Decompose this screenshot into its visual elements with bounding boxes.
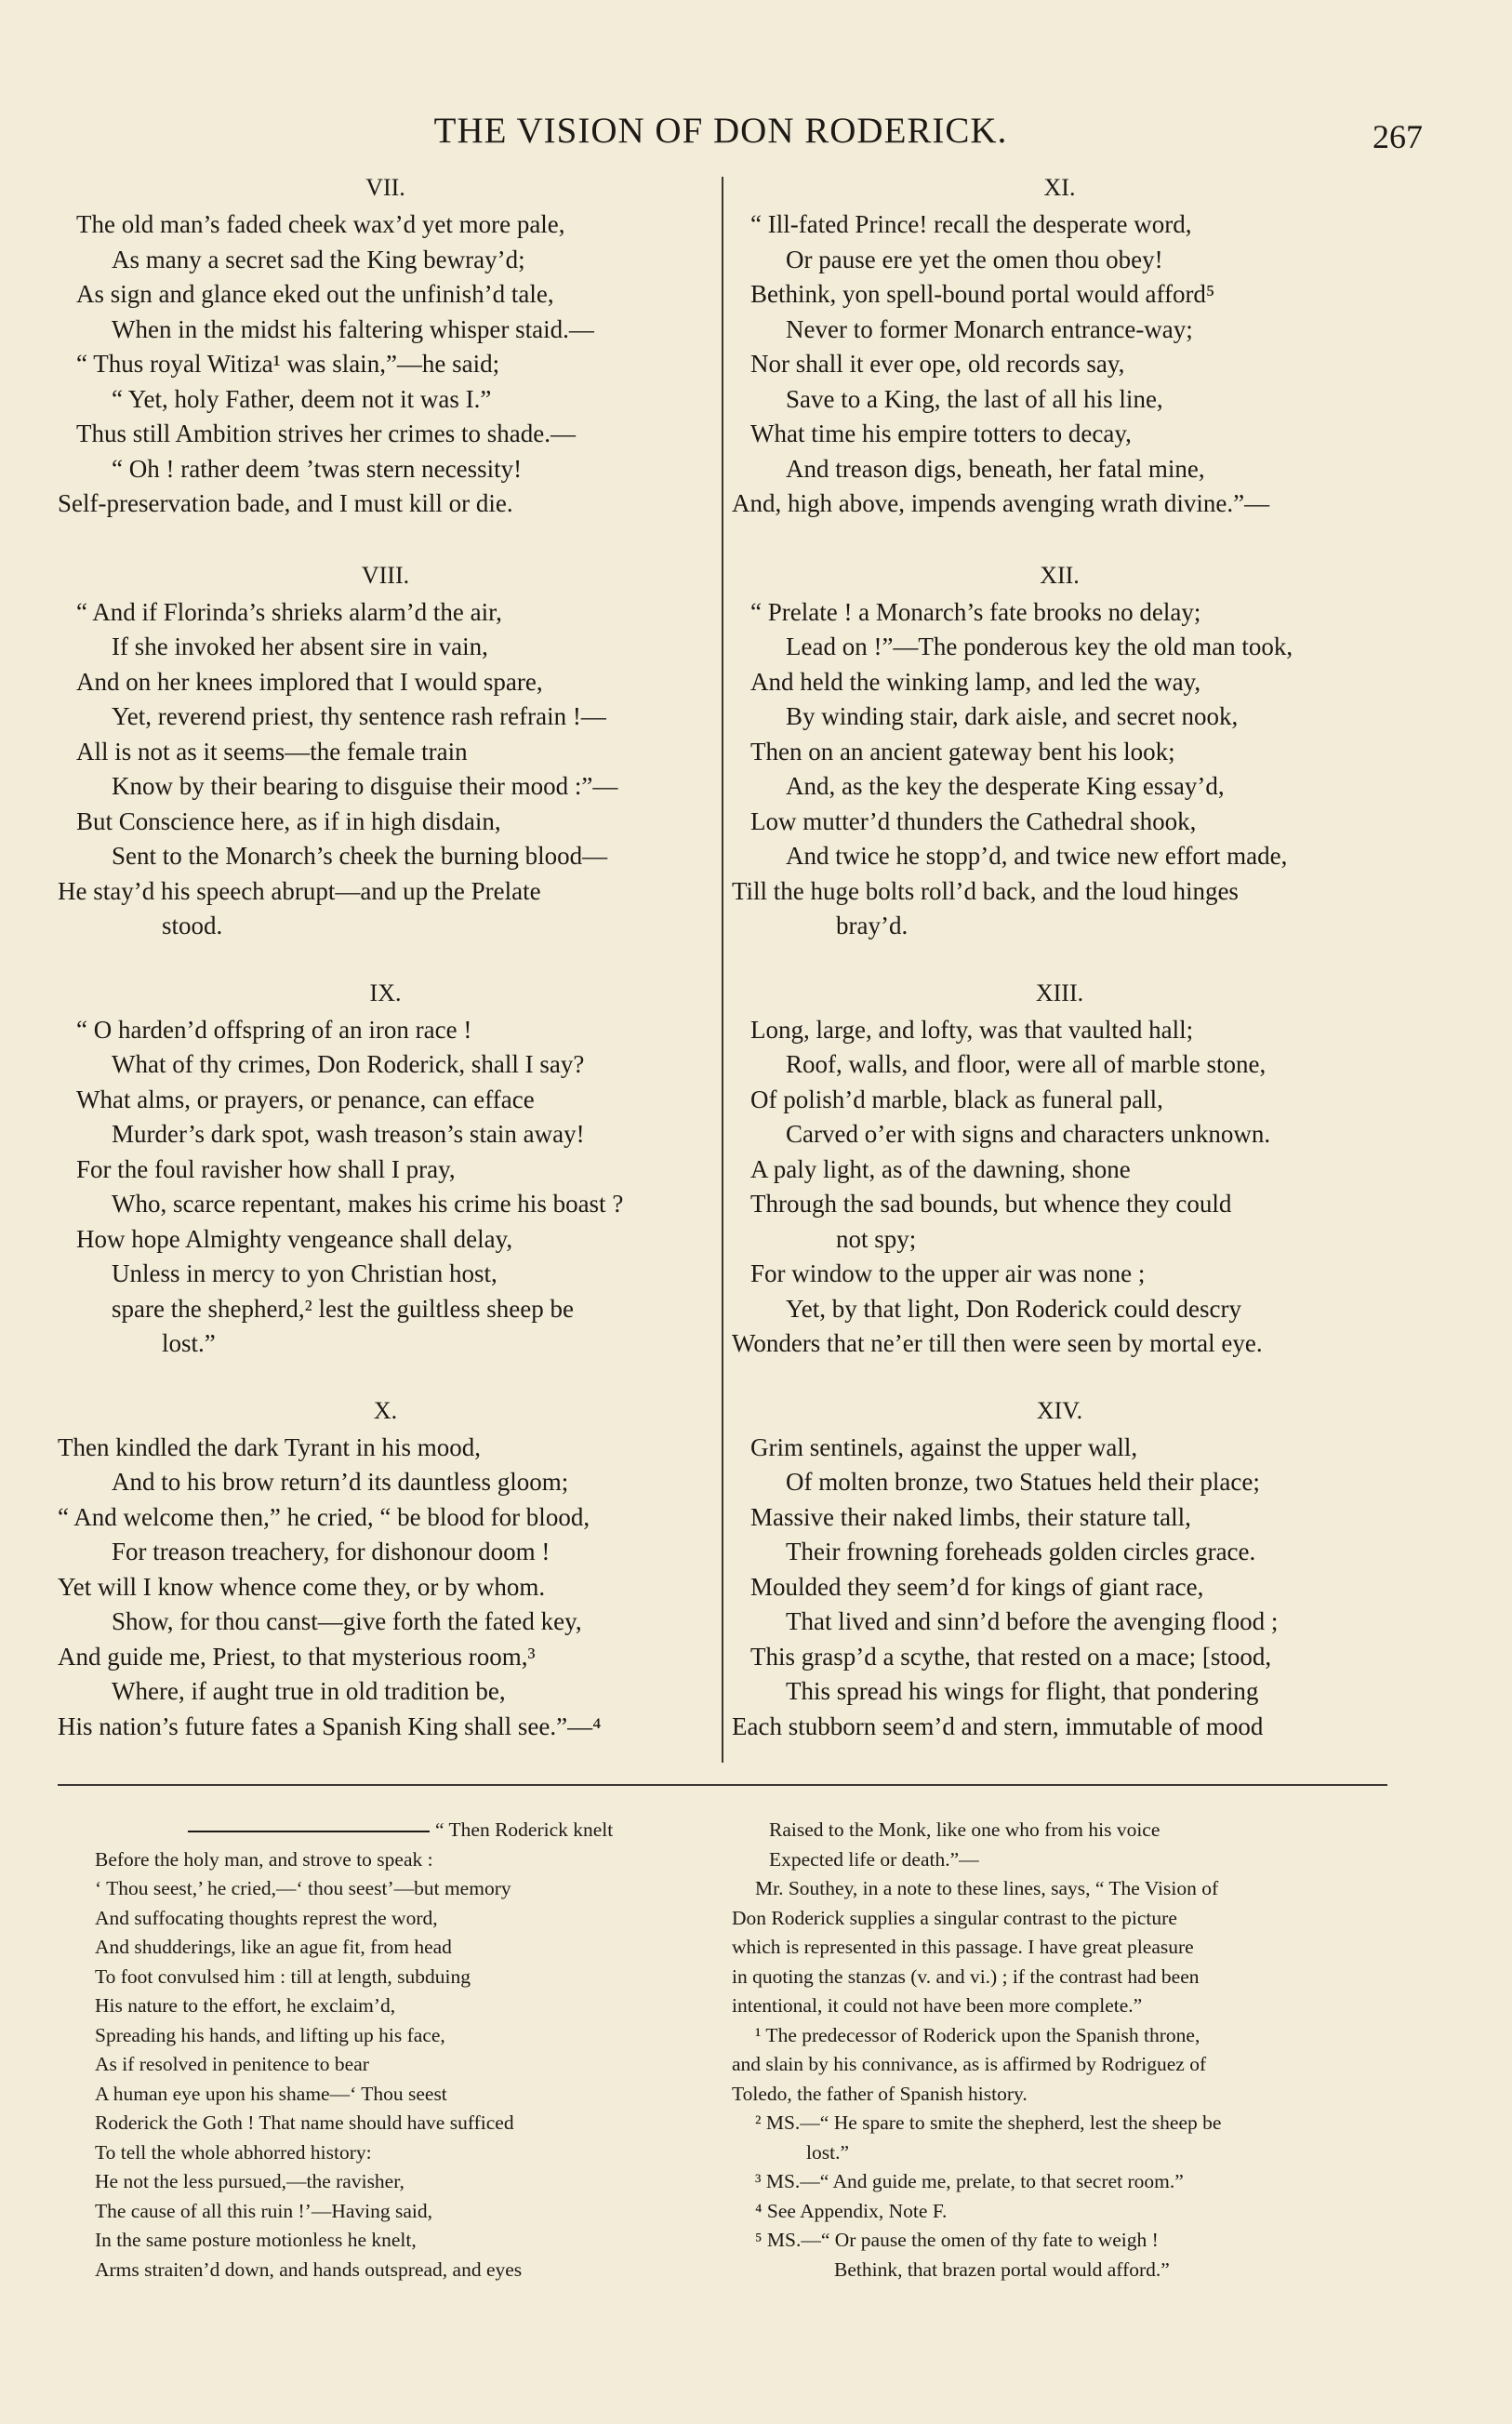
- verse-line: This grasp’d a scythe, that rested on a mace; [stood,: [750, 1642, 1272, 1671]
- footnote-line: He not the less pursued,—the ravisher,: [95, 2170, 405, 2192]
- stanza-xii: [732, 560, 1387, 944]
- column-divider: [722, 177, 723, 1763]
- verse-line: For window to the upper air was none ;: [750, 1259, 1146, 1287]
- verse-line: “ And if Florinda’s shrieks alarm’d the air,: [76, 597, 502, 626]
- verse-line: Carved o’er with signs and characters unknown.: [786, 1120, 1271, 1148]
- verse-line: And treason digs, beneath, her fatal mine,: [786, 454, 1205, 483]
- stanza-numeral: X.: [373, 1396, 398, 1424]
- stanza-numeral: XIII.: [1035, 979, 1084, 1006]
- verse-line: Self-preservation bade, and I must kill or die.: [58, 489, 513, 517]
- verse-line: And, as the key the desperate King essay’d,: [786, 772, 1225, 800]
- verse-line: What of thy crimes, Don Roderick, shall I say?: [112, 1050, 585, 1078]
- verse-line: He stay’d his speech abrupt—and up the Prelate: [58, 876, 541, 905]
- verse-line: Roof, walls, and floor, were all of marble stone,: [786, 1050, 1267, 1078]
- verse-line: How hope Almighty vengeance shall delay,: [76, 1224, 513, 1253]
- stanza-ix: [58, 978, 713, 1362]
- footnote-line: In the same posture motionless he knelt,: [95, 2229, 417, 2251]
- verse-line: His nation’s future fates a Spanish King shall see.”—⁴: [58, 1711, 602, 1740]
- stanza-viii: [58, 560, 713, 944]
- footnote-line: His nature to the effort, he exclaim’d,: [95, 1994, 396, 2017]
- footnote-divider: [58, 1784, 1387, 1786]
- footnote-line: Before the holy man, and strove to speak :: [95, 1847, 433, 1871]
- footnote-line: Toledo, the father of Spanish history.: [732, 2082, 1028, 2105]
- verse-line: not spy;: [836, 1224, 917, 1253]
- verse-line: By winding stair, dark aisle, and secret nook,: [786, 702, 1239, 730]
- verse-line: Thus still Ambition strives her crimes to shade.—: [76, 420, 576, 447]
- verse-line: Or pause ere yet the omen thou obey!: [786, 245, 1163, 273]
- verse-line: Till the huge bolts roll’d back, and the loud hinges: [732, 876, 1239, 905]
- verse-line: bray’d.: [836, 912, 909, 939]
- footnote-line: ⁴ See Appendix, Note F.: [755, 2199, 948, 2222]
- verse-line: Yet, by that light, Don Roderick could descry: [786, 1294, 1241, 1323]
- verse-line: Yet will I know whence come they, or by whom.: [58, 1572, 546, 1601]
- verse-line: lost.”: [162, 1329, 216, 1357]
- footnote-line: ‘ Thou seest,’ he cried,—‘ thou seest’—but memory: [95, 1877, 511, 1899]
- footnote-line: Bethink, that brazen portal would afford.”: [834, 2258, 1170, 2281]
- verse-line: Know by their bearing to disguise their mood :”—: [112, 772, 618, 800]
- verse-line: “ Thus royal Witiza¹ was slain,”—he said;: [76, 350, 500, 378]
- verse-line: Low mutter’d thunders the Cathedral shook,: [750, 806, 1197, 835]
- verse-line: When in the midst his faltering whisper staid.—: [112, 314, 594, 343]
- left-column: [58, 172, 713, 1790]
- verse-line: Each stubborn seem’d and stern, immutable of mood: [732, 1711, 1264, 1740]
- verse-line: And held the winking lamp, and led the way,: [750, 667, 1201, 696]
- footnote-line: [58, 1816, 713, 1845]
- footnote-line: ² MS.—“ He spare to smite the shepherd, lest the sheep be: [755, 2111, 1222, 2134]
- footnote-line: Spreading his hands, and lifting up his face,: [95, 2023, 445, 2046]
- stanza-numeral: IX.: [369, 979, 402, 1006]
- footnote-line: The cause of all this ruin !’—Having said,: [95, 2199, 433, 2222]
- stanza-vii: [58, 172, 713, 522]
- verse-line: “ Ill-fated Prince! recall the desperate word,: [750, 210, 1192, 238]
- verse-line: spare the shepherd,² lest the guiltless sheep be: [112, 1294, 574, 1323]
- verse-line: This spread his wings for flight, that pondering: [786, 1677, 1259, 1705]
- footnote-line: And shudderings, like an ague fit, from head: [95, 1936, 452, 1958]
- verse-line: Never to former Monarch entrance-way;: [786, 314, 1193, 343]
- footnote-line: A human eye upon his shame—‘ Thou seest: [95, 2082, 447, 2105]
- verse-line: And twice he stopp’d, and twice new effort made,: [786, 842, 1288, 870]
- footnote-line: Expected life or death.”—: [769, 1847, 979, 1871]
- verse-line: “ O harden’d offspring of an iron race !: [76, 1015, 472, 1044]
- footnote-line: ³ MS.—“ And guide me, prelate, to that secret room.”: [755, 2170, 1184, 2192]
- footnote-line: ⁵ MS.—“ Or pause the omen of thy fate to weigh !: [755, 2229, 1159, 2251]
- verse-line: Where, if aught true in old tradition be,: [112, 1677, 506, 1705]
- footnote-line: As if resolved in penitence to bear: [95, 2053, 369, 2075]
- verse-line: What alms, or prayers, or penance, can efface: [76, 1085, 535, 1113]
- verse-line: And on her knees implored that I would spare,: [76, 667, 543, 696]
- verse-line: Long, large, and lofty, was that vaulted hall;: [750, 1015, 1194, 1044]
- stanza-xi: [732, 172, 1387, 522]
- footnote-line: which is represented in this passage. I have great pleasure: [732, 1936, 1194, 1958]
- stanza-xiii: [732, 978, 1387, 1362]
- verse-line: As sign and glance eked out the unfinish’d tale,: [76, 280, 554, 308]
- running-header: THE VISION OF DON RODERICK.: [433, 111, 1008, 151]
- footnote-line: Raised to the Monk, like one who from his voice: [769, 1818, 1161, 1841]
- stanza-numeral: XIV.: [1036, 1396, 1083, 1424]
- stanza-numeral: XII.: [1040, 561, 1080, 589]
- verse-line: As many a secret sad the King bewray’d;: [112, 245, 525, 273]
- verse-line: Wonders that ne’er till then were seen by mortal eye.: [732, 1329, 1263, 1357]
- verse-line: “ Oh ! rather deem ’twas stern necessity!: [112, 454, 523, 483]
- stanza-numeral: VII.: [365, 174, 405, 201]
- footnote-line: Mr. Southey, in a note to these lines, says, “ The Vision of: [755, 1877, 1219, 1899]
- verse-line: For the foul ravisher how shall I pray,: [76, 1154, 456, 1183]
- verse-line: Save to a King, the last of all his line,: [786, 384, 1163, 413]
- verse-line: Of molten bronze, two Statues held their place;: [786, 1468, 1260, 1496]
- footnote-line: lost.”: [806, 2140, 849, 2164]
- verse-line: But Conscience here, as if in high disdain,: [76, 806, 501, 835]
- footnotes-left: [58, 1816, 713, 2284]
- verse-line: And to his brow return’d its dauntless gloom;: [112, 1468, 569, 1496]
- footnotes-right: [732, 1816, 1387, 2284]
- footnote-rule: [188, 1831, 430, 1832]
- verse-line: Lead on !”—The ponderous key the old man took,: [786, 633, 1293, 660]
- stanza-xiv: [732, 1395, 1387, 1745]
- stanza-x: [58, 1395, 713, 1745]
- verse-line: Unless in mercy to yon Christian host,: [112, 1259, 497, 1287]
- verse-line: Of polish’d marble, black as funeral pall,: [750, 1085, 1163, 1113]
- verse-line: “ Yet, holy Father, deem not it was I.”: [112, 384, 492, 413]
- footnote-line: To tell the whole abhorred history:: [95, 2140, 372, 2164]
- verse-line: All is not as it seems—the female train: [76, 737, 468, 766]
- verse-line: Moulded they seem’d for kings of giant race,: [750, 1572, 1204, 1601]
- verse-line: Yet, reverend priest, thy sentence rash refrain !—: [112, 702, 606, 730]
- verse-line: And guide me, Priest, to that mysterious room,³: [58, 1642, 536, 1671]
- verse-line: What time his empire totters to decay,: [750, 420, 1132, 447]
- verse-line: Their frowning foreheads golden circles grace.: [786, 1538, 1256, 1565]
- verse-line: stood.: [162, 912, 223, 939]
- verse-line: If she invoked her absent sire in vain,: [112, 633, 488, 660]
- footnote-line: Don Roderick supplies a singular contrast to the picture: [732, 1906, 1177, 1929]
- verse-line: A paly light, as of the dawning, shone: [750, 1154, 1131, 1183]
- footnote-line: and slain by his connivance, as is affirmed by Rodriguez of: [732, 2053, 1207, 2075]
- verse-line: Massive their naked limbs, their stature tall,: [750, 1502, 1191, 1531]
- stanza-numeral: VIII.: [361, 561, 410, 589]
- footnote-line: Roderick the Goth ! That name should have sufficed: [95, 2111, 514, 2134]
- footnote-line: And suffocating thoughts represt the word,: [95, 1906, 438, 1929]
- right-column: [732, 172, 1387, 1790]
- verse-line: “ And welcome then,” he cried, “ be blood for blood,: [58, 1502, 590, 1531]
- verse-line: For treason treachery, for dishonour doom !: [112, 1538, 550, 1565]
- verse-line: Grim sentinels, against the upper wall,: [750, 1432, 1138, 1461]
- verse-line: Then kindled the dark Tyrant in his mood,: [58, 1432, 482, 1461]
- page-number: 267: [1373, 118, 1423, 155]
- footnote-text: “ Then Roderick knelt: [435, 1818, 614, 1841]
- footnote-line: intentional, it could not have been more complete.”: [732, 1994, 1143, 2017]
- verse-line: The old man’s faded cheek wax’d yet more pale,: [76, 210, 565, 238]
- footnote-line: ¹ The predecessor of Roderick upon the Spanish throne,: [755, 2023, 1200, 2046]
- verse-line: Sent to the Monarch’s cheek the burning blood—: [112, 842, 608, 870]
- footnote-line: To foot convulsed him : till at length, subduing: [95, 1965, 471, 1988]
- stanza-numeral: XI.: [1043, 174, 1076, 201]
- verse-line: Through the sad bounds, but whence they could: [750, 1190, 1232, 1218]
- verse-line: That lived and sinn’d before the avenging flood ;: [786, 1607, 1279, 1635]
- verse-line: “ Prelate ! a Monarch’s fate brooks no delay;: [750, 597, 1201, 626]
- verse-line: Nor shall it ever ope, old records say,: [750, 350, 1125, 378]
- verse-line: Then on an ancient gateway bent his look;: [750, 737, 1175, 766]
- verse-line: Murder’s dark spot, wash treason’s stain away!: [112, 1120, 585, 1148]
- footnote-line: Arms straiten’d down, and hands outspread, and eyes: [95, 2258, 523, 2281]
- verse-line: And, high above, impends avenging wrath divine.”—: [732, 489, 1270, 517]
- verse-line: Show, for thou canst—give forth the fated key,: [112, 1607, 582, 1635]
- verse-line: Who, scarce repentant, makes his crime his boast ?: [112, 1190, 624, 1218]
- verse-line: Bethink, yon spell-bound portal would afford⁵: [750, 280, 1215, 308]
- footnote-line: in quoting the stanzas (v. and vi.) ; if the contrast had been: [732, 1965, 1200, 1988]
